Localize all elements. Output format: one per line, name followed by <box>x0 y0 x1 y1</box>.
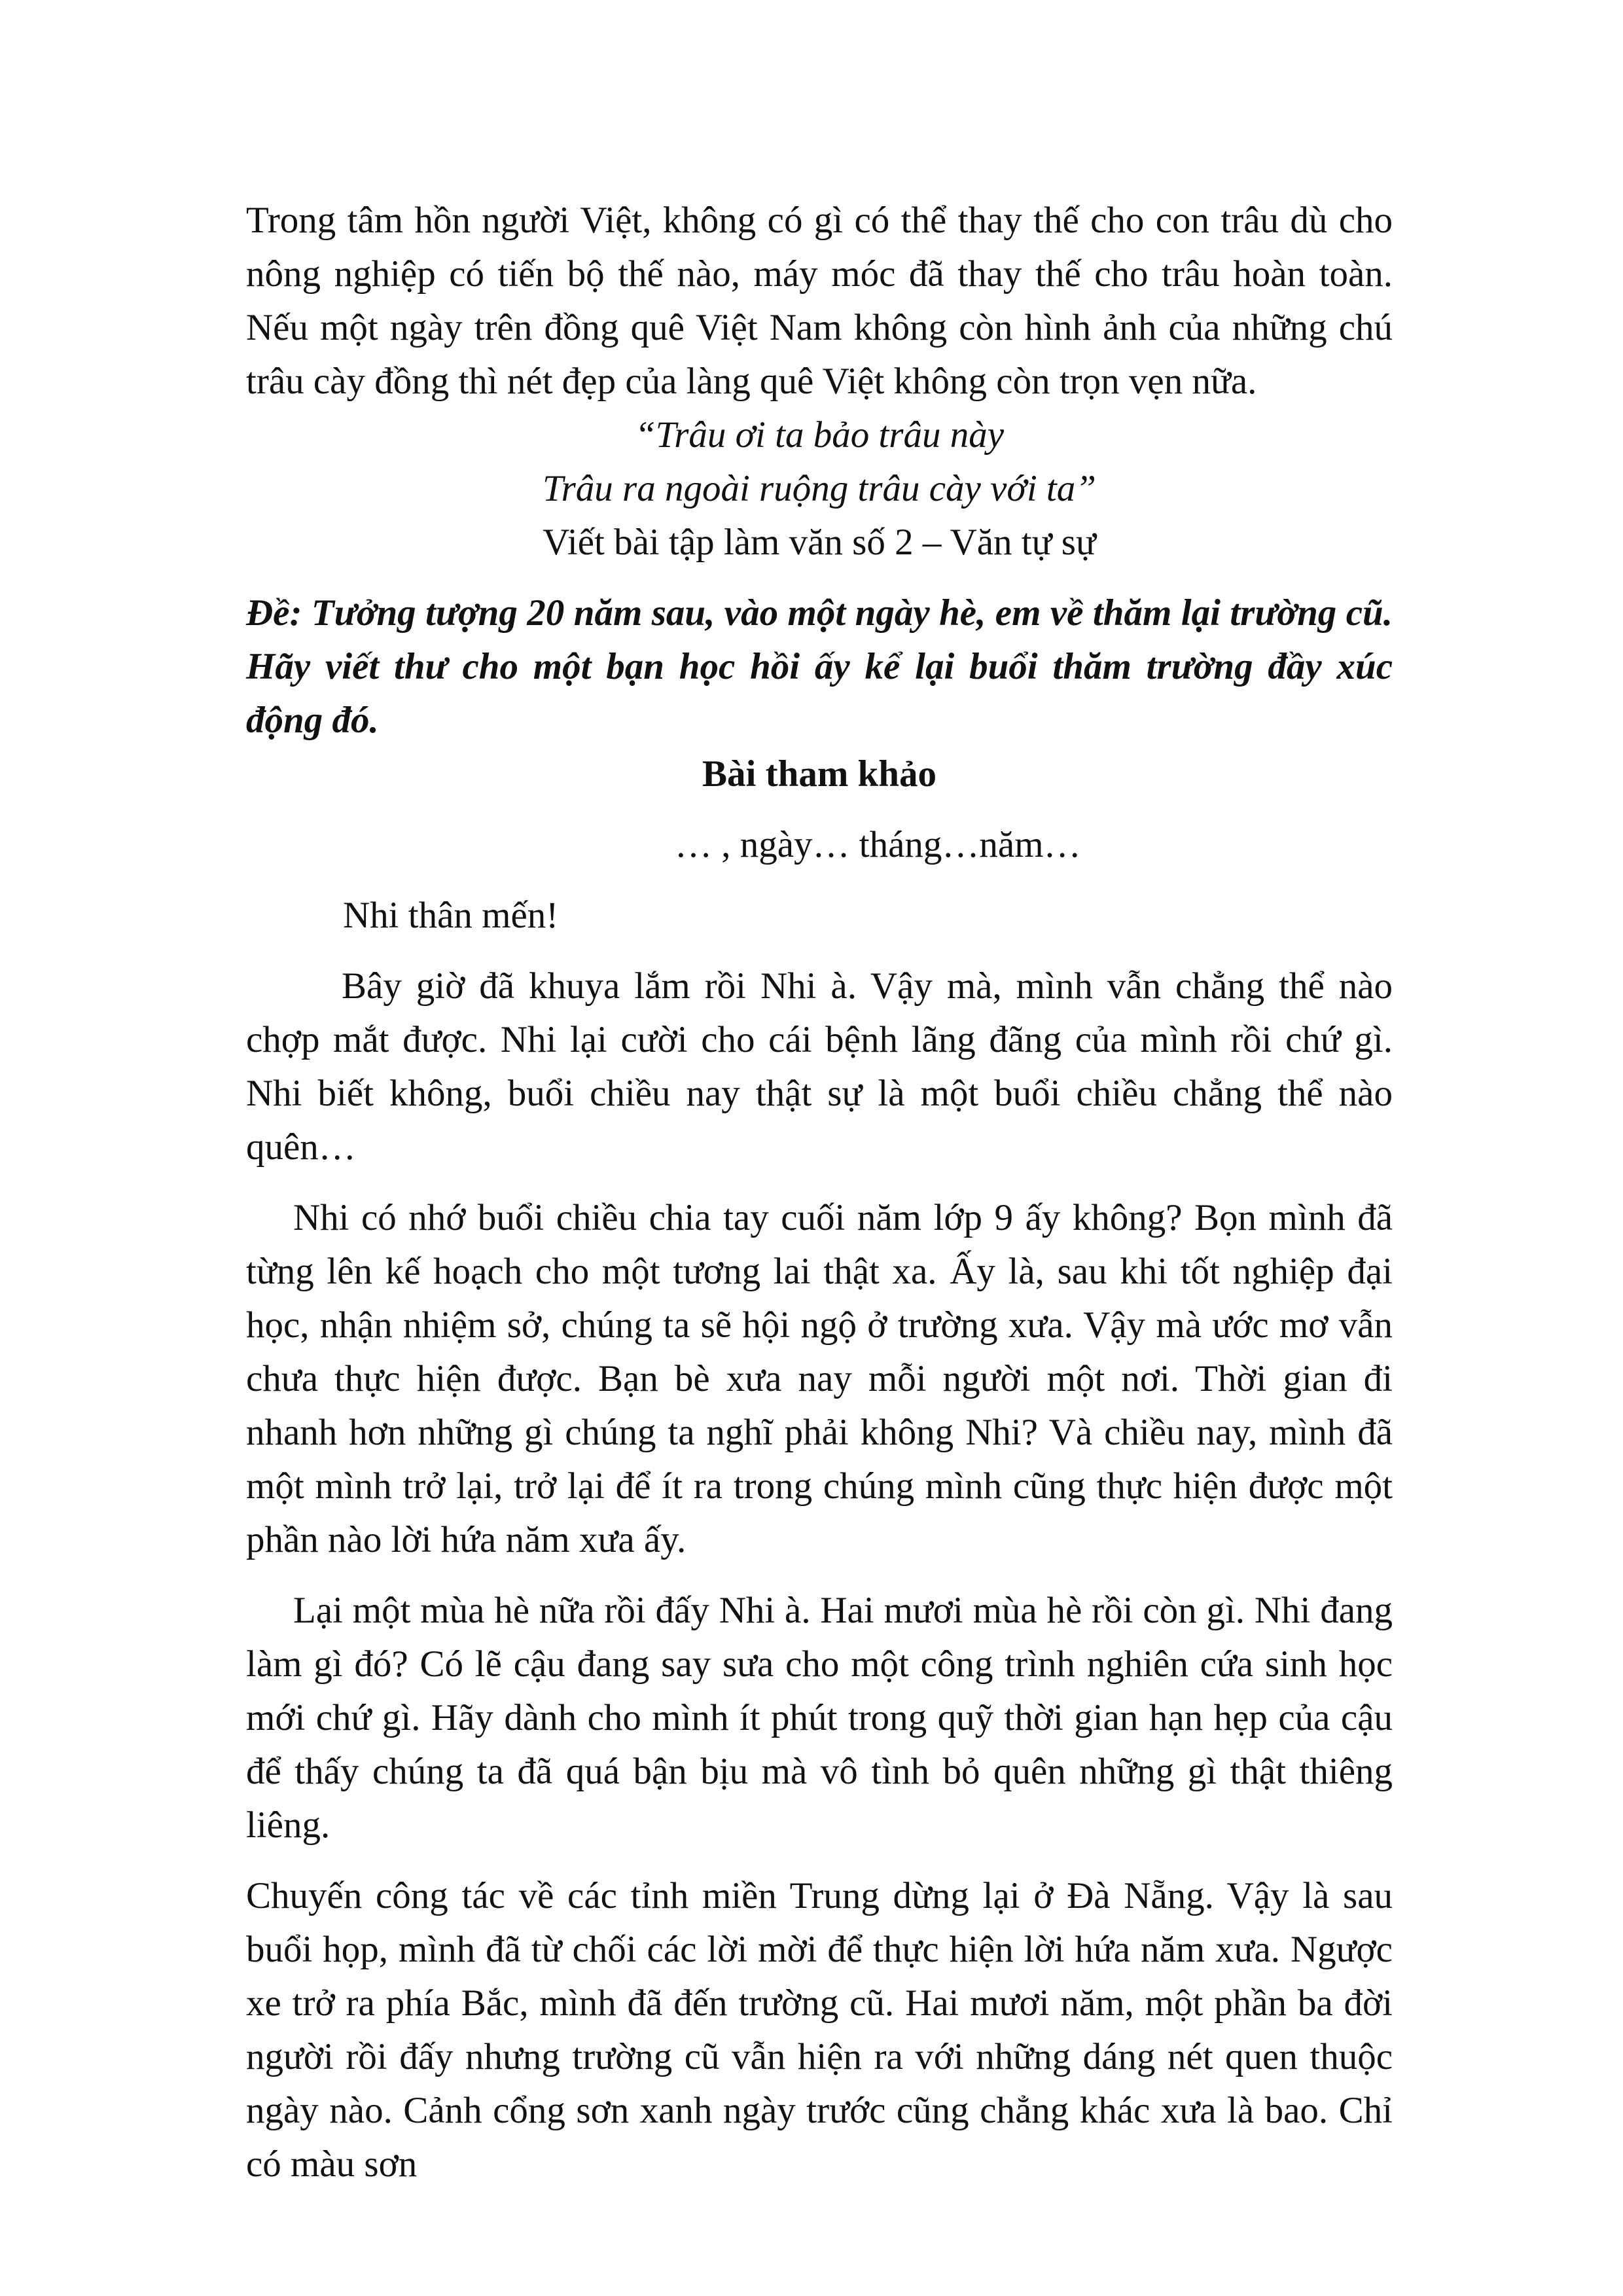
section-title: Viết bài tập làm văn số 2 – Văn tự sự <box>543 522 1096 563</box>
letter-date-line: … , ngày… tháng…năm… <box>675 824 1081 865</box>
reference-title: Bài tham khảo <box>702 753 936 795</box>
letter-salutation: Nhi thân mến! <box>343 895 559 936</box>
letter-paragraph-4: Chuyến công tác về các tỉnh miền Trung dừng lại ở Đà Nẵng. Vậy là sau buổi họp, mình đã từ chối các lời mời để thực hiện lời hứa năm xưa. Ngược xe trở ra phía Bắc, mình đã đến trường cũ. Hai mươi năm, một phần ba đời người rồi đấy nhưng trường cũ vẫn hiện ra với những dáng nét quen thuộc ngày nào. Cảnh cổng sơn xanh ngày trước cũng chẳng khác xưa là bao. Chỉ có màu sơn <box>246 1875 1393 2185</box>
letter-paragraph-1: Bây giờ đã khuya lắm rồi Nhi à. Vậy mà, mình vẫn chẳng thể nào chợp mắt được. Nhi lại cười cho cái bệnh lãng đãng của mình rồi chứ gì. Nhi biết không, buổi chiều nay thật sự là một buổi chiều chẳng thể nào quên… <box>246 965 1393 1168</box>
letter-paragraph-3: Lại một mùa hè nữa rồi đấy Nhi à. Hai mươi mùa hè rồi còn gì. Nhi đang làm gì đó? Có lẽ cậu đang say sưa cho một công trình nghiên cứa sinh học mới chứ gì. Hãy dành cho mình ít phút trong quỹ thời gian hạn hẹp của cậu để thấy chúng ta đã quá bận bịu mà vô tình bỏ quên những gì thật thiêng liêng. <box>246 1590 1393 1846</box>
poem-line-2: Trâu ra ngoài ruộng trâu cày với ta” <box>543 468 1096 509</box>
intro-paragraph: Trong tâm hồn người Việt, không có gì có thể thay thế cho con trâu dù cho nông nghiệp có tiến bộ thế nào, máy móc đã thay thế cho trâu hoàn toàn. Nếu một ngày trên đồng quê Việt Nam không còn hình ảnh của những chú trâu cày đồng thì nét đẹp của làng quê Việt không còn trọn vẹn nữa. <box>246 200 1393 402</box>
essay-prompt: Đề: Tưởng tượng 20 năm sau, vào một ngày hè, em về thăm lại trường cũ. Hãy viết thư cho một bạn học hồi ấy kể lại buổi thăm trường đầy xúc động đó. <box>246 592 1393 741</box>
poem-line-1: “Trâu ơi ta bảo trâu này <box>634 414 1005 456</box>
letter-paragraph-2: Nhi có nhớ buổi chiều chia tay cuối năm lớp 9 ấy không? Bọn mình đã từng lên kế hoạch cho một tương lai thật xa. Ấy là, sau khi tốt nghiệp đại học, nhận nhiệm sở, chúng ta sẽ hội ngộ ở trường xưa. Vậy mà ước mơ vẫn chưa thực hiện được. Bạn bè xưa nay mỗi người một nơi. Thời gian đi nhanh hơn những gì chúng ta nghĩ phải không Nhi? Và chiều nay, mình đã một mình trở lại, trở lại để ít ra trong chúng mình cũng thực hiện được một phần nào lời hứa năm xưa ấy. <box>246 1197 1393 1560</box>
document-page <box>246 194 1393 2191</box>
